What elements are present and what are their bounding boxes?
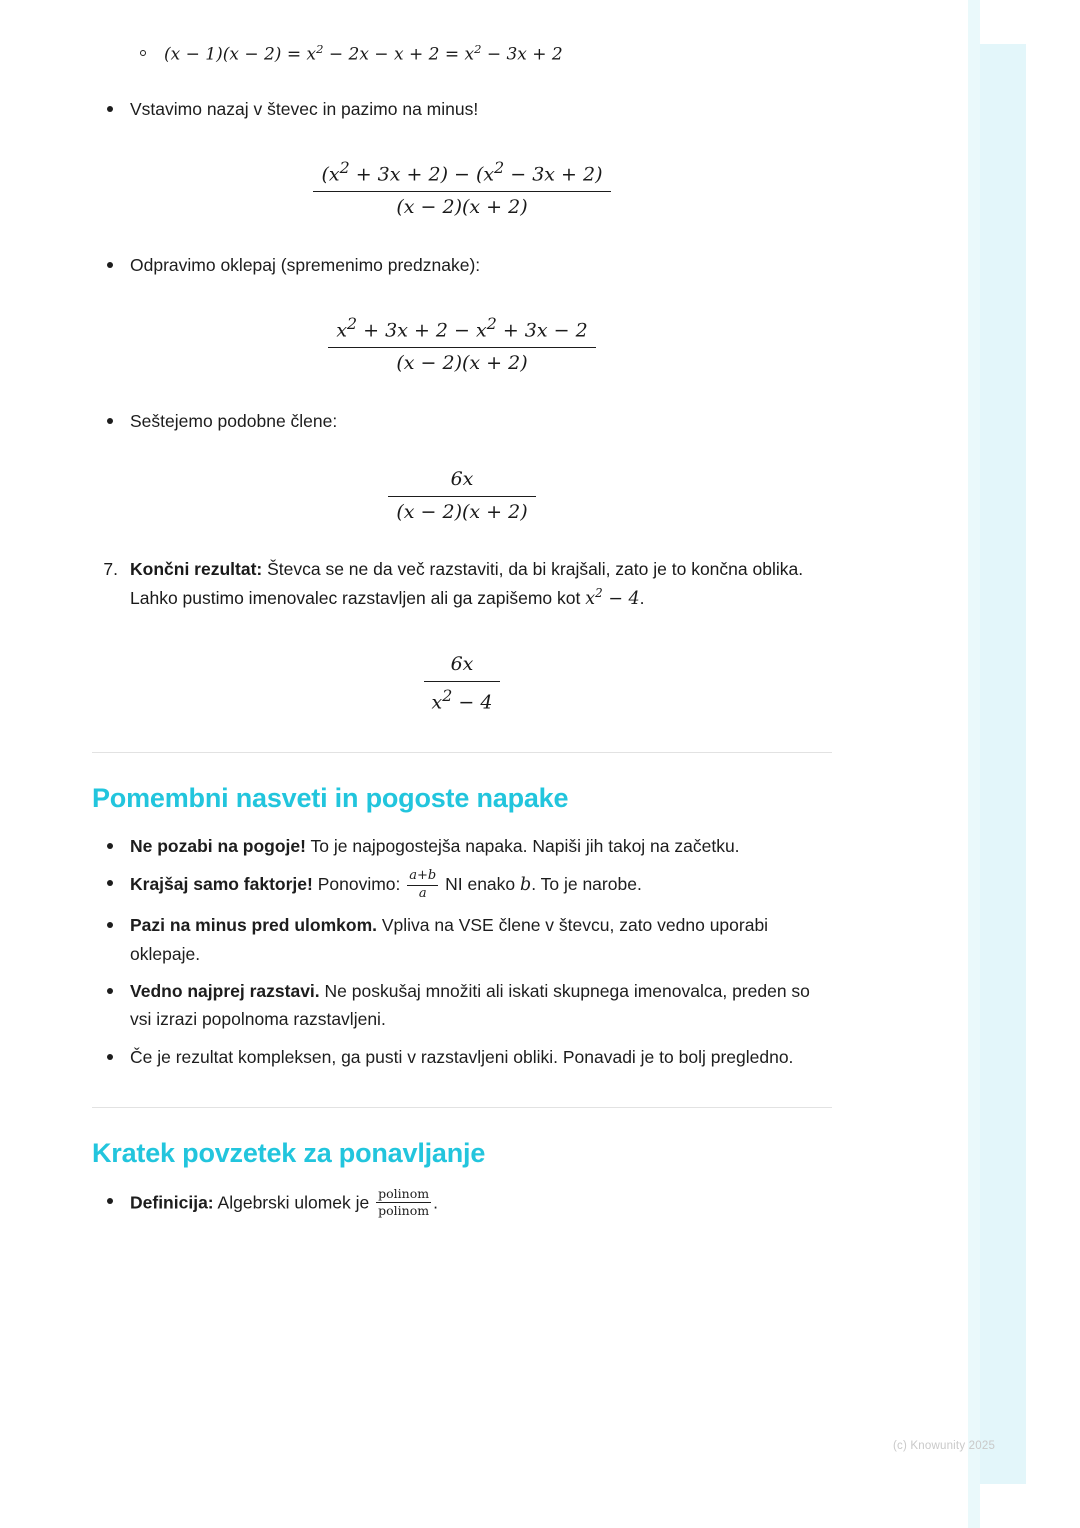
tips-list — [92, 832, 832, 1071]
summary-1-fraction-denominator: polinom — [378, 1203, 430, 1219]
fraction-2-numerator: $x^2 + 3x + 2 - x^2 + 3x - 2$ — [336, 314, 588, 342]
fraction-3-denominator: (x − 2)(x + 2) — [388, 496, 535, 526]
final-step-label: Končni rezultat: — [130, 559, 263, 580]
right-stripe-outer — [968, 0, 980, 1528]
equation-block-1 — [92, 157, 832, 221]
fraction-3 — [388, 467, 535, 525]
equation-block-2 — [92, 313, 832, 377]
step-bullet-remove-parens-text: Odpravimo oklepaj (spremenimo predznake): — [130, 254, 481, 275]
summary-1-fraction-numerator: polinom — [378, 1186, 430, 1202]
fraction-final-numerator: 6x — [450, 653, 474, 676]
final-step-inline-math: $x^2 - 4$ — [585, 586, 640, 610]
tip-2-text-after: . To je narobe. — [531, 874, 642, 895]
fraction-2-denominator: (x − 2)(x + 2) — [328, 347, 595, 377]
summary-1-bold: Definicija: — [130, 1192, 214, 1213]
fraction-1 — [313, 157, 610, 221]
equation-block-3 — [92, 467, 832, 525]
tip-4-bold: Vedno najprej razstavi. — [130, 980, 320, 1001]
fraction-1-denominator: (x − 2)(x + 2) — [313, 191, 610, 221]
list-item — [92, 832, 832, 860]
tip-2-fraction-denominator: a — [407, 885, 438, 902]
fraction-1-numerator: $(x^2 + 3x + 2) - (x^2 - 3x + 2)$ — [321, 158, 603, 186]
summary-1-text-before: Algebrski ulomek je — [213, 1192, 375, 1213]
right-margin — [1026, 0, 1080, 1528]
equation-block-final — [92, 652, 832, 716]
list-item — [92, 1187, 832, 1219]
list-item — [92, 869, 832, 902]
tip-4-text: Ne poskušaj množiti ali iskati skupnega imenovalca, preden so vsi izrazi popolnoma razstavljeni. — [130, 980, 810, 1030]
section-divider-1 — [92, 752, 832, 753]
fraction-final — [424, 652, 501, 716]
tip-1-bold: Ne pozabi na pogoje! — [130, 836, 306, 857]
tip-2-inline-fraction — [407, 869, 438, 902]
step-bullet-remove-parens — [92, 251, 832, 279]
list-item — [92, 977, 832, 1034]
fraction-3-numerator: 6x — [450, 468, 474, 491]
final-step-item — [92, 555, 832, 614]
sub-step-equation: $(x - 1)(x - 2) = x^2 - 2x - x + 2 = x^2 - 3x + 2$ — [92, 40, 832, 69]
fraction-2 — [328, 313, 595, 377]
list-item — [92, 1043, 832, 1071]
footer-credit: (c) Knowunity 2025 — [893, 1440, 996, 1452]
document-content — [92, 40, 832, 1228]
final-step-text-2: . — [639, 588, 645, 609]
tip-5-text: Če je rezultat kompleksen, ga pusti v razstavljeni obliki. Ponavadi je to bolj pregledno. — [130, 1046, 794, 1067]
tip-1-text: To je najpogostejša napaka. Napiši jih takoj na začetku. — [305, 836, 740, 857]
summary-list — [92, 1187, 832, 1219]
right-stripe-inner — [980, 44, 1026, 1484]
step-bullet-combine-terms — [92, 407, 832, 435]
tip-2-fraction-numerator: a+b — [409, 868, 437, 884]
tip-3-bold: Pazi na minus pred ulomkom. — [130, 915, 377, 936]
summary-1-inline-fraction — [376, 1187, 431, 1219]
final-step-number: 7. — [103, 559, 118, 580]
tips-section-title: Pomembni nasveti in pogoste napake — [92, 783, 569, 814]
summary-1-text-after: . — [433, 1192, 438, 1213]
tip-2-bold: Krajšaj samo faktorje! — [130, 874, 313, 895]
summary-section-title: Kratek povzetek za ponavljanje — [92, 1138, 486, 1169]
step-bullet-combine-terms-text: Seštejemo podobne člene: — [130, 410, 338, 431]
tip-2-text-mid: NI enako — [440, 874, 521, 895]
list-item — [92, 911, 832, 968]
tip-2-text-before: Ponovimo: — [312, 874, 406, 895]
tip-3-text: Vpliva na VSE člene v števcu, zato vedno uporabi oklepaje. — [130, 915, 769, 964]
step-bullet-substitute — [92, 95, 832, 123]
final-step-text-1: Števca se ne da več razstaviti, da bi krajšali, zato je to končna oblika. Lahko pustimo imenovalec razstavljen ali ga zapišemo kot — [130, 559, 804, 609]
fraction-final-denominator: $x^2 - 4$ — [424, 681, 501, 716]
section-divider-2 — [92, 1107, 832, 1108]
tip-2-italic-b: b — [520, 875, 532, 896]
step-bullet-substitute-text: Vstavimo nazaj v števec in pazimo na minus! — [130, 98, 479, 119]
